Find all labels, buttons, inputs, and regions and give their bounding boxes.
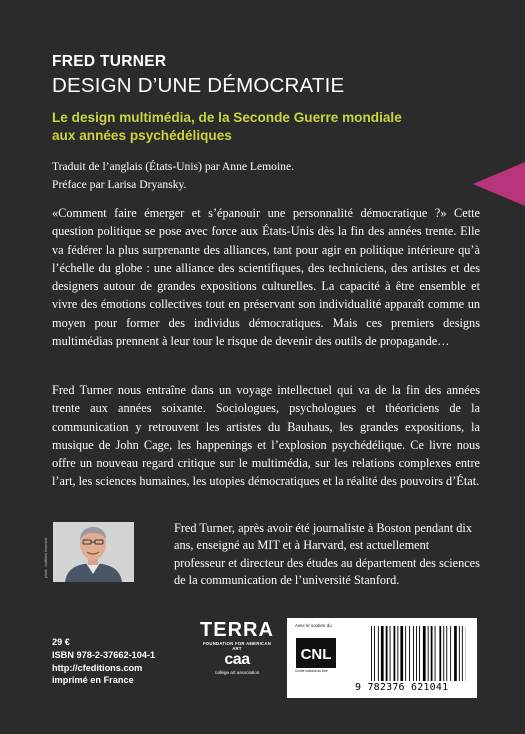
isbn: ISBN 978-2-37662-104-1 (52, 649, 156, 660)
cnl-subtext: Centre national du livre (295, 669, 328, 673)
subtitle-line-1: Le design multimédia, de la Seconde Guerre mondiale (52, 110, 402, 125)
translation-credit: Traduit de l’anglais (États-Unis) par Anne Lemoine. (52, 160, 295, 173)
barcode-digits: 9 782376 621041 (355, 682, 449, 693)
caa-logo-text: caa (224, 651, 250, 668)
author-photo (53, 522, 134, 582)
blurb-paragraph-1: «Comment faire émerger et s’épanouir une personnalité démocratique ?» Cette question politique se pose avec force aux États-Unis dès la fin des années trente. Elle va fédérer la plus surprenante des alliances, tant pour agir en politique intérieure qu’à l’échelle du globe : une alliance des scientifiques, des techniciens, des artistes et des designers autour de grandes expositions culturelles. La capacité à être ensemble et vivre des émotions collectives tout en préservant son individualité apparaît comme un moyen pour former des individus démocratiques. Mais ces premiers designs multimédias prennent à leur tour le risque de devenir des outils de propagande… (52, 206, 480, 349)
caa-logo-subtext: college art association (214, 670, 260, 675)
price: 29 € (52, 637, 70, 647)
publisher-url: http://cfeditions.com (52, 662, 143, 673)
author-bio: Fred Turner, après avoir été journaliste à Boston pendant dix ans, enseigné au MIT et à Harvard, est actuellement professeur et directeur des études au département des sciences de la communication de l’université Stanford. (174, 521, 480, 588)
isbn-barcode (371, 626, 466, 681)
printed-in: imprimé en France (52, 675, 134, 686)
decorative-triangle (473, 162, 525, 206)
terra-logo-subtext: FOUNDATION FOR AMERICAN ART (202, 641, 272, 651)
book-title: DESIGN D’UNE DÉMOCRATIE (52, 74, 345, 97)
blurb-paragraph-2: Fred Turner nous entraîne dans un voyage intellectuel qui va de la fin des années trente aux années soixante. Sociologues, psychologues et théoriciens de la communication y retrouvent les artistes du Bauhaus, les grandes expositions, la musique de John Cage, les happenings et l’explosion psychédélique. Ce livre nous offre un nouveau regard critique sur le multimédia, sur les relations complexes entre l’art, les sciences humaines, les utopies démocratiques et la réalité des pouvoirs d’État. (52, 383, 480, 489)
terra-logo-text: TERRA (200, 619, 274, 641)
cnl-caption: Avec le soutien du (295, 623, 332, 628)
caa-logo (213, 652, 261, 675)
author-portrait-image (53, 522, 134, 582)
publication-info (52, 636, 155, 687)
cnl-logo-text: CNL (300, 646, 332, 663)
cnl-logo (296, 638, 336, 668)
book-subtitle (52, 109, 492, 144)
author-name: FRED TURNER (52, 53, 167, 70)
preface-credit: Préface par Larisa Dryansky. (52, 178, 187, 191)
subtitle-line-2: aux années psychédéliques (52, 127, 232, 143)
terra-foundation-logo (198, 619, 276, 651)
credits (52, 158, 294, 194)
photo-credit-text: photo : matthieu tisserand (44, 537, 48, 578)
photo-credit (44, 528, 52, 578)
